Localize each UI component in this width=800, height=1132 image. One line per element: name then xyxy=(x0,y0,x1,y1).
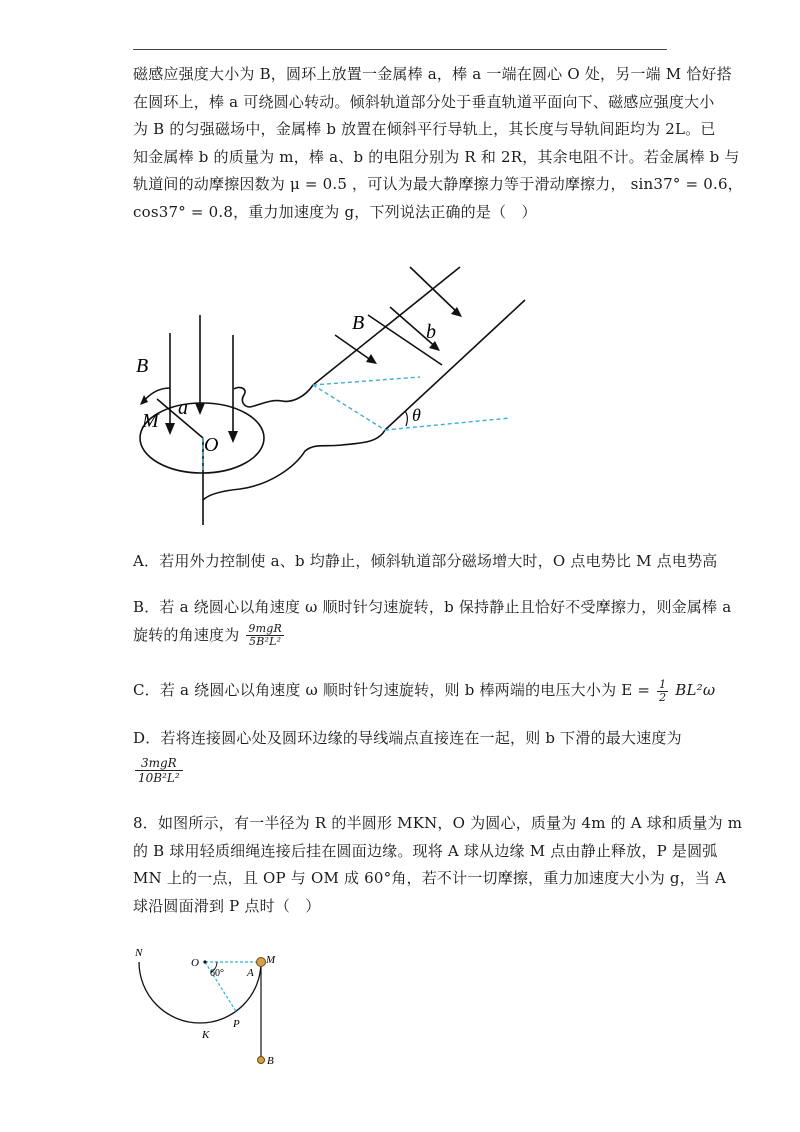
label-a: a xyxy=(178,397,188,419)
q7-stem xyxy=(133,61,743,226)
semicircle-arc xyxy=(139,962,261,1023)
q8-stem xyxy=(133,810,743,920)
b-arrow-head-2 xyxy=(195,403,205,415)
q7-line-2: 在圆环上，棒 a 可绕圆心转动。倾斜轨道部分处于垂直轨道平面向下、磁感应强度大小 xyxy=(133,92,715,111)
option-c-text-2: BL²ω xyxy=(675,681,716,699)
label-P: P xyxy=(233,1018,240,1030)
option-b-den: 5B²L² xyxy=(249,635,282,648)
q7-figure xyxy=(120,255,540,530)
q7-line-6: cos37° = 0.8，重力加速度为 g，下列说法正确的是（ ） xyxy=(133,202,537,221)
option-b xyxy=(133,594,732,649)
incline-rail-lower xyxy=(385,300,525,430)
q8-line-4: 球沿圆面滑到 P 点时（ ） xyxy=(133,896,321,915)
option-b-num: 9mgR xyxy=(248,622,282,635)
q8-line-1: 8．如图所示，有一半径为 R 的半圆形 MKN，O 为圆心，质量为 4m 的 A 球和质量为 m xyxy=(133,814,743,832)
incline-rail-upper xyxy=(313,267,460,385)
option-c-line xyxy=(133,677,716,705)
wire-lower xyxy=(203,430,385,500)
label-M: M xyxy=(266,954,276,966)
q8-figure xyxy=(125,940,295,1075)
q8-line-2: 的 B 球用轻质细绳连接后挂在圆面边缘。现将 A 球从边缘 M 点由静止释放，P 是圆弧 xyxy=(133,841,718,860)
wire-upper xyxy=(234,385,313,407)
option-d-text: D．若将连接圆心处及圆环边缘的导线端点直接连在一起，则 b 下滑的最大速度为 xyxy=(133,729,682,747)
label-b: b xyxy=(426,321,436,343)
option-a-text: A．若用外力控制使 a、b 均静止，倾斜轨道部分磁场增大时，O 点电势比 M 点电势高 xyxy=(133,552,718,570)
option-b-line-2 xyxy=(133,622,673,650)
label-B-right: B xyxy=(352,312,365,334)
option-d-num: 3mgR xyxy=(135,756,183,771)
label-theta: θ xyxy=(412,405,421,425)
ball-a xyxy=(257,958,266,967)
theta-arc xyxy=(405,411,407,426)
option-b-text-2: 旋转的角速度为 xyxy=(133,625,240,644)
option-d-den: 10B²L² xyxy=(138,771,180,785)
label-O: O xyxy=(191,957,199,969)
label-angle: 60° xyxy=(210,968,224,979)
option-c xyxy=(133,677,716,705)
point-o xyxy=(203,960,206,963)
q7-line-3: 为 B 的匀强磁场中，金属棒 b 放置在倾斜平行导轨上，其长度与导轨间距均为 2L。已 xyxy=(133,120,716,138)
option-c-num: 1 xyxy=(659,677,667,691)
ball-b xyxy=(258,1057,265,1064)
label-K: K xyxy=(202,1029,210,1041)
option-b-fraction xyxy=(246,623,284,648)
q7-line-4: 知金属棒 b 的质量为 m，棒 a、b 的电阻分别为 R 和 2R，其余电阻不计。若金属棒 b 与 xyxy=(133,147,740,166)
option-c-text-1: C．若 a 绕圆心以角速度 ω 顺时针匀速旋转，则 b 棒两端的电压大小为 E = xyxy=(133,681,651,699)
b-arrow-head-3 xyxy=(228,431,238,443)
option-c-den: 2 xyxy=(659,690,667,704)
option-c-fraction xyxy=(657,679,668,704)
b-arrow-head-1 xyxy=(165,423,175,435)
label-O: O xyxy=(204,434,219,456)
option-d xyxy=(133,725,682,753)
header-rule xyxy=(133,49,667,50)
label-M: M xyxy=(142,410,159,432)
option-a xyxy=(133,548,718,576)
label-A: A xyxy=(247,967,254,979)
label-N: N xyxy=(135,947,143,959)
option-b-text-1: B．若 a 绕圆心以角速度 ω 顺时针匀速旋转，b 保持静止且恰好不受摩擦力，则金属棒 a xyxy=(133,598,732,616)
q7-line-1: 磁感应强度大小为 B，圆环上放置一金属棒 a，棒 a 一端在圆心 O 处，另一端 M 恰好搭 xyxy=(133,65,732,83)
q8-line-3: MN 上的一点，且 OP 与 OM 成 60°角，若不计一切摩擦，重力加速度大小为 g，当 A xyxy=(133,869,727,887)
q7-line-5: 轨道间的动摩擦因数为 μ = 0.5 ，可认为最大静摩擦力等于滑动摩擦力， sin37° = 0.6， xyxy=(133,175,743,193)
label-B: B xyxy=(267,1055,274,1067)
incline-arrow-head-1 xyxy=(366,354,377,364)
label-B-left: B xyxy=(136,355,149,377)
option-d-fraction xyxy=(135,756,183,785)
rotation-arrow-head xyxy=(140,395,148,405)
